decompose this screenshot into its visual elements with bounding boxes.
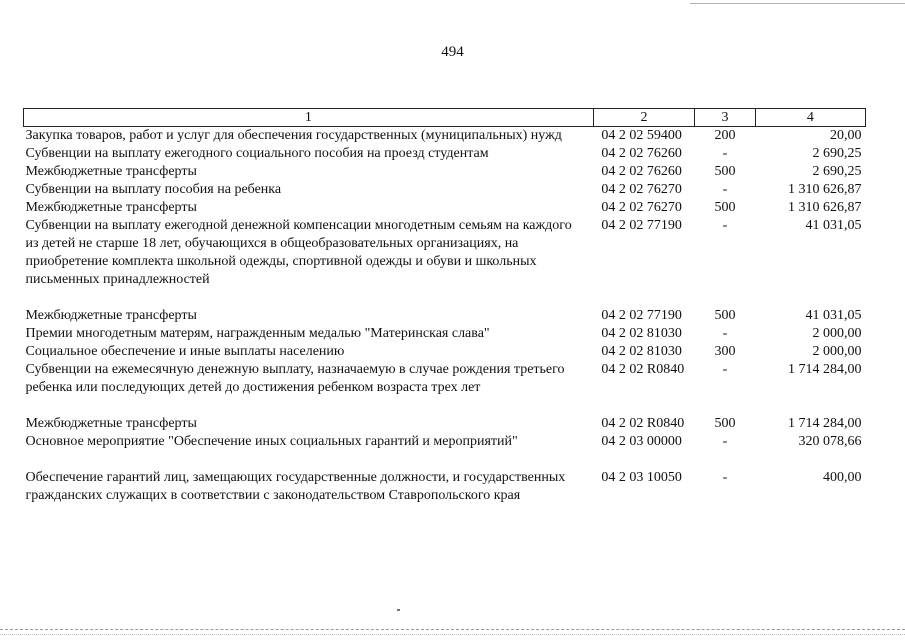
row-sum: 1 310 626,87 <box>788 182 862 197</box>
row-sum: 1 714 284,00 <box>788 362 862 377</box>
table-header-row <box>24 109 866 127</box>
header-col-1: 1 <box>24 109 594 127</box>
row-code: 04 2 02 81030 <box>601 344 682 359</box>
row-sum: 1 310 626,87 <box>788 200 862 215</box>
row-sum: 2 000,00 <box>812 326 862 341</box>
row-name: Межбюджетные трансферты <box>25 416 197 431</box>
row-name: Межбюджетные трансферты <box>25 164 197 179</box>
row-name: Субвенции на ежемесячную денежную выплату, назначаемую в случае рождения третьего ребенка или последующих детей до достижения ребенком возраста трех лет <box>25 362 565 395</box>
row-code: 04 2 02 81030 <box>601 326 682 341</box>
scan-edge-top <box>690 3 905 4</box>
table-row <box>24 307 866 325</box>
row-type: 200 <box>714 128 736 143</box>
row-type: 500 <box>714 200 736 215</box>
row-sum: 320 078,66 <box>798 434 862 449</box>
row-type: - <box>722 146 728 161</box>
row-type: - <box>722 218 728 233</box>
row-name: Премии многодетным матерям, награжденным медалью "Материнская слава" <box>25 326 490 341</box>
row-type: 500 <box>714 416 736 431</box>
row-name: Социальное обеспечение и иные выплаты населению <box>25 344 345 359</box>
row-name: Обеспечение гарантий лиц, замещающих государственные должности, и государственных гражданских служащих в соответствии с законодательством Ставропольского края <box>25 470 566 503</box>
page-number: 494 <box>441 44 464 60</box>
row-sum: 1 714 284,00 <box>788 416 862 431</box>
row-type: - <box>722 362 728 377</box>
table-row <box>24 217 866 307</box>
row-sum: 2 690,25 <box>812 146 862 161</box>
row-type: - <box>722 470 728 485</box>
row-code: 04 2 02 76270 <box>601 200 682 215</box>
row-type: 300 <box>714 344 736 359</box>
row-name: Закупка товаров, работ и услуг для обеспечения государственных (муниципальных) нужд <box>25 128 562 143</box>
row-type: - <box>722 182 728 197</box>
table-row <box>24 145 866 163</box>
row-sum: 41 031,05 <box>805 218 862 233</box>
row-sum: 2 000,00 <box>812 344 862 359</box>
row-code: 04 2 02 76260 <box>601 146 682 161</box>
header-col-2: 2 <box>593 109 694 127</box>
row-code: 04 2 02 76260 <box>601 164 682 179</box>
row-sum: 20,00 <box>830 128 862 143</box>
budget-table <box>23 108 866 505</box>
row-code: 04 2 02 R0840 <box>601 416 685 431</box>
row-name: Межбюджетные трансферты <box>25 200 197 215</box>
row-code: 04 2 02 59400 <box>601 128 682 143</box>
row-name: Основное мероприятие "Обеспечение иных социальных гарантий и мероприятий" <box>25 434 518 449</box>
row-code: 04 2 02 77190 <box>601 218 682 233</box>
row-sum: 400,00 <box>823 470 862 485</box>
row-type: - <box>722 434 728 449</box>
row-sum: 41 031,05 <box>805 308 862 323</box>
row-type: 500 <box>714 164 736 179</box>
row-code: 04 2 02 76270 <box>601 182 682 197</box>
table-row <box>24 181 866 199</box>
table-row <box>24 415 866 433</box>
table-row <box>24 127 866 146</box>
row-name: Межбюджетные трансферты <box>25 308 197 323</box>
row-code: 04 2 02 77190 <box>601 308 682 323</box>
row-code: 04 2 02 R0840 <box>601 362 685 377</box>
row-type: - <box>722 326 728 341</box>
table-row <box>24 433 866 469</box>
table-row <box>24 163 866 181</box>
row-code: 04 2 03 10050 <box>601 470 682 485</box>
header-col-3: 3 <box>695 109 756 127</box>
scan-edge-bottom <box>0 629 905 630</box>
table-row <box>24 469 866 505</box>
row-name: Субвенции на выплату ежегодного социального пособия на проезд студентам <box>25 146 489 161</box>
table-row <box>24 325 866 343</box>
row-type: 500 <box>714 308 736 323</box>
row-name: Субвенции на выплату пособия на ребенка <box>25 182 282 197</box>
table-row <box>24 361 866 415</box>
header-col-4: 4 <box>755 109 865 127</box>
table-row <box>24 199 866 217</box>
table-row <box>24 343 866 361</box>
row-sum: 2 690,25 <box>812 164 862 179</box>
scan-edge-bottom-faint <box>0 634 905 635</box>
row-name: Субвенции на выплату ежегодной денежной компенсации многодетным семьям на каждого из детей не старше 18 лет, обучающихся в общеобразовательных организациях, на приобретение комплекта школьной одежды, спортивной одежды и обуви и школьных письменных принадлежностей <box>25 218 572 287</box>
scan-speck <box>397 609 400 611</box>
row-code: 04 2 03 00000 <box>601 434 682 449</box>
